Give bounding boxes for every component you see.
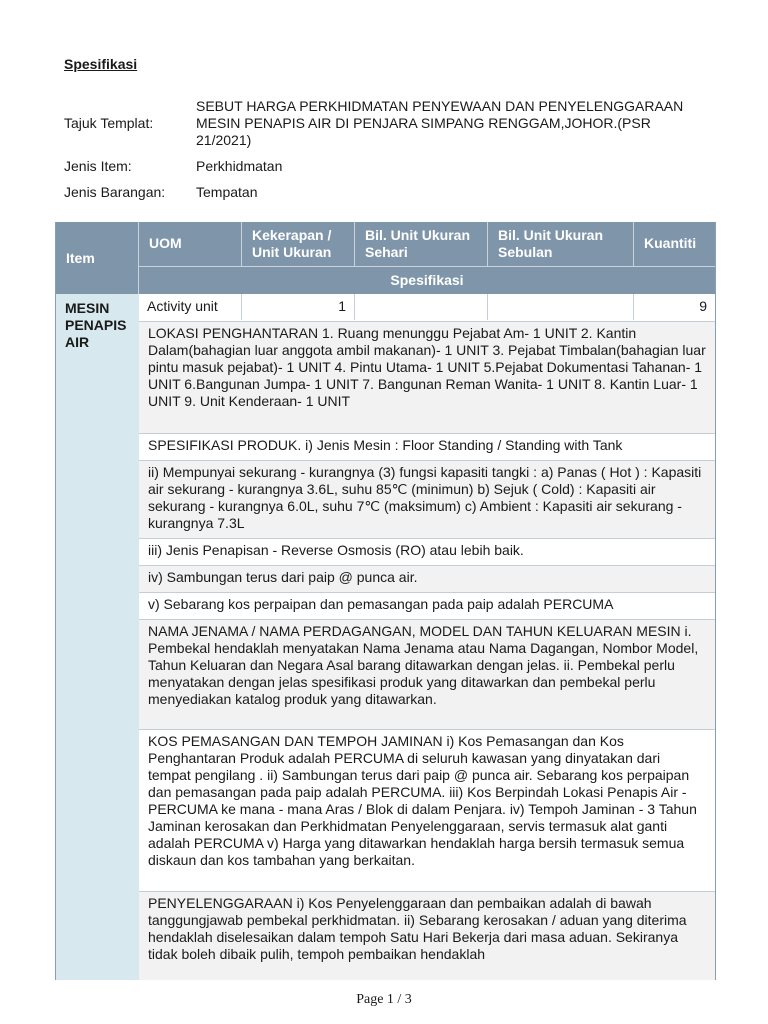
header-uom: UOM (139, 222, 242, 266)
header-kekerapan: Kekerapan / Unit Ukuran (242, 222, 355, 266)
spec-table (55, 222, 716, 980)
spec-row: NAMA JENAMA / NAMA PERDAGANGAN, MODEL DAN TAHUN KELUARAN MESIN i. Pembekal hendaklah menyatakan Nama Jenama atau Nama Dagangan, Nombor Model, Tahun Keluaran dan Negara Asal barang ditawarkan dengan jelas. ii. Pembekal perlu menyatakan dengan jelas spesifikasi produk yang ditawarkan dan pembekal perlu menyediakan katalog produk yang ditawarkan. (139, 620, 715, 730)
spec-row: v) Sebarang kos perpaipan dan pemasangan pada paip adalah PERCUMA (139, 593, 715, 620)
header-spesifikasi: Spesifikasi (139, 266, 715, 295)
cell-bil-sehari (355, 294, 488, 320)
table-row (139, 294, 715, 322)
header-bil-sehari: Bil. Unit Ukuran Sehari (355, 222, 488, 266)
jenis-barangan-label: Jenis Barangan: (64, 184, 166, 200)
cell-bil-sebulan (488, 294, 634, 320)
spec-row: iii) Jenis Penapisan - Reverse Osmosis (RO) atau lebih baik. (139, 539, 715, 566)
jenis-item-label: Jenis Item: (64, 158, 132, 174)
table-header (56, 222, 715, 294)
page-number: Page 1 / 3 (356, 992, 412, 1007)
jenis-barangan-value: Tempatan (196, 184, 258, 200)
jenis-item-value: Perkhidmatan (196, 158, 283, 174)
spec-row: LOKASI PENGHANTARAN 1. Ruang menunggu Pejabat Am- 1 UNIT 2. Kantin Dalam(bahagian luar anggota ambil makanan)- 1 UNIT 3. Pejabat Timbalan(bahagian luar pintu masuk pejabat)- 1 UNIT 4. Pintu Utama- 1 UNIT 5.Pejabat Dokumentasi Tahanan- 1 UNIT 6.Bangunan Jumpa- 1 UNIT 7. Bangunan Reman Wanita- 1 UNIT 8. Kantin Luar- 1 UNIT 9. Unit Kenderaan- 1 UNIT (139, 322, 715, 434)
header-item: Item (56, 222, 139, 294)
item-cell (56, 294, 140, 980)
spec-row: ii) Mempunyai sekurang - kurangnya (3) fungsi kapasiti tangki : a) Panas ( Hot ) : Kapasiti air sekurang - kurangnya 3.6L, suhu 85℃ (minimun) b) Sejuk ( Cold) : Kapasiti air sekurang - kurangnya 6.0L, suhu 7℃ (maksimum) c) Ambient : Kapasiti air sekurang - kurangnya 7.3L (139, 461, 715, 539)
tajuk-label: Tajuk Templat: (64, 115, 154, 131)
cell-uom: Activity unit (139, 294, 242, 320)
header-bil-sebulan: Bil. Unit Ukuran Sebulan (488, 222, 634, 266)
spec-row: KOS PEMASANGAN DAN TEMPOH JAMINAN i) Kos Pemasangan dan Kos Penghantaran Produk adalah PERCUMA di seluruh kawasan yang dinyatakan dari tempat pengilang . ii) Sambungan terus dari paip @ punca air. Sebarang kos perpaipan dan pemasangan pada paip adalah PERCUMA. iii) Kos Berpindah Lokasi Penapis Air - PERCUMA ke mana - mana Aras / Blok di dalam Penjara. iv) Tempoh Jaminan - 3 Tahun Jaminan kerosakan dan Perkhidmatan Penyelenggaraan, servis termasuk alat ganti adalah PERCUMA v) Harga yang ditawarkan hendaklah harga bersih termasuk semua diskaun dan kos tambahan yang berkaitan. (139, 730, 715, 892)
item-name: MESIN PENAPIS AIR (65, 300, 127, 350)
cell-kekerapan: 1 (242, 294, 355, 320)
tajuk-value: SEBUT HARGA PERKHIDMATAN PENYEWAAN DAN PENYELENGGARAAN MESIN PENAPIS AIR DI PENJARA SIMPANG RENGGAM,JOHOR.(PSR 21/2021) (196, 98, 684, 148)
spec-row: iv) Sambungan terus dari paip @ punca air. (139, 566, 715, 593)
spec-row: PENYELENGGARAAN i) Kos Penyelenggaraan dan pembaikan adalah di bawah tanggungjawab pembekal perkhidmatan. ii) Sebarang kerosakan / aduan yang diterima hendaklah diselesaikan dalam tempoh Satu Hari Bekerja dari masa aduan. Sekiranya tidak boleh dibaik pulih, tempoh pembaikan hendaklah (139, 892, 715, 980)
spec-row: SPESIFIKASI PRODUK. i) Jenis Mesin : Floor Standing / Standing with Tank (139, 434, 715, 461)
section-heading: Spesifikasi (64, 56, 138, 72)
cell-kuantiti: 9 (699, 298, 707, 314)
header-kuantiti: Kuantiti (644, 235, 697, 251)
